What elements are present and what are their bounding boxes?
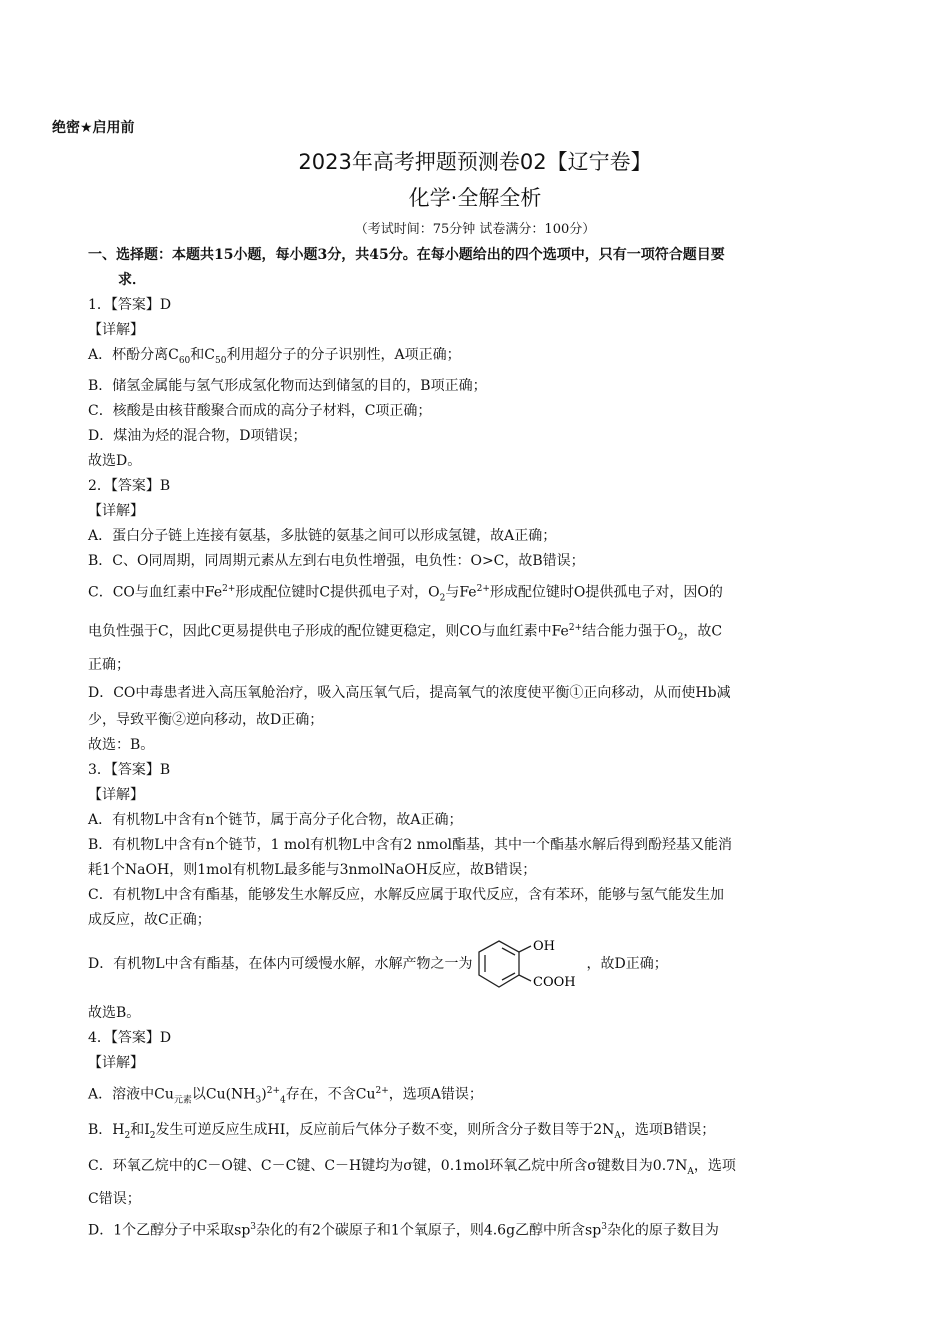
- q3-option-d-text: D．有机物L中含有酯基，在体内可缓慢水解，水解产物之一为: [88, 956, 473, 973]
- q3-option-b-line2: 耗1个NaOH，则1mol有机物L最多能与3nmolNaOH反应，故B错误；: [88, 861, 537, 878]
- q2-option-c-line1: C．CO与血红素中$Fe^{2+}$形成配位键时C提供孤电子对，$O_2$与$Fe^{2+}$形成配位键时O提供孤电子对，因O的: [88, 583, 723, 604]
- q2-answer: 2．【答案】B: [88, 477, 171, 494]
- q4-answer: 4．【答案】D: [88, 1029, 172, 1046]
- q1-option-a: A．杯酚分离$C_{60}$和$C_{50}$利用超分子的分子识别性，A项正确；: [88, 347, 461, 366]
- q2-option-a: A．蛋白分子链上连接有氨基，多肽链的氨基之间可以形成氢键，故A正确；: [88, 527, 557, 544]
- q3-option-a: A．有机物L中含有n个链节，属于高分子化合物，故A正确；: [88, 811, 463, 828]
- exam-title: 2023年高考押题预测卷02【辽宁卷】: [298, 150, 652, 174]
- exam-subtitle: 化学·全解全析: [408, 186, 542, 210]
- q3-option-d: [88, 935, 864, 995]
- q3-option-c-line1: C．有机物L中含有酯基，能够发生水解反应，水解反应属于取代反应，含有苯环，能够与氢气能发生加: [88, 886, 725, 903]
- q1-option-d: D．煤油为烃的混合物，D项错误；: [88, 427, 307, 444]
- q4-option-d: D．1个乙醇分子中采取$sp^3$杂化的有2个碳原子和1个氧原子，则4.6g乙醇中所含$sp^3$杂化的原子数目为: [88, 1221, 719, 1239]
- q3-conclusion: 故选B。: [88, 1004, 141, 1021]
- q1-answer: 1．【答案】D: [88, 297, 172, 313]
- q2-option-c-line3: 正确；: [88, 656, 130, 673]
- q2-option-d-line1: D．CO中毒患者进入高压氧舱治疗，吸入高压氧气后，提高氧气的浓度使平衡①正向移动，从而使Hb减: [88, 684, 731, 701]
- q1-option-b: B．储氢金属能与氢气形成氢化物而达到储氢的目的，B项正确；: [88, 377, 487, 394]
- q1-option-c: C．核酸是由核苷酸聚合而成的高分子材料，C项正确；: [88, 402, 432, 419]
- q1-detail-label: 【详解】: [88, 322, 144, 338]
- q3-option-d-tail: ，故D正确；: [586, 956, 668, 973]
- q1-conclusion: 故选D。: [88, 452, 142, 469]
- q2-option-b: B．C、O同周期，同周期元素从左到右电负性增强，电负性：O>C，故B错误；: [88, 552, 585, 569]
- q3-answer: 3．【答案】B: [88, 761, 171, 778]
- q4-option-c-line1: C．环氧乙烷中的C－O键、C－C键、C－H键均为σ键，0.1mol环氧乙烷中所含σ键数目为$0.7N_A$，选项: [88, 1157, 736, 1177]
- q4-option-b: B．$H_2$和$I_2$发生可逆反应生成HI，反应前后气体分子数不变，则所含分子数目等于$2N_A$，选项B错误；: [88, 1122, 716, 1141]
- q2-conclusion: 故选：B。: [88, 736, 155, 753]
- salicylic-acid-structure: [475, 937, 585, 993]
- hydroxyl-label: OH: [532, 938, 555, 954]
- q4-option-a: A．溶液中$Cu_{元素}$以$Cu(NH_3)^{2+}_4$存在，不含$Cu^{2+}$，选项A错误；: [88, 1085, 483, 1106]
- carboxyl-label: COOH: [532, 974, 576, 990]
- q4-detail-label: 【详解】: [88, 1054, 144, 1071]
- q3-option-b-line1: B．有机物L中含有n个链节，1 mol有机物L中含有2 nmol酯基，其中一个酯基水解后得到酚羟基又能消: [88, 836, 732, 853]
- q2-detail-label: 【详解】: [88, 502, 144, 519]
- q4-option-c-line2: C错误；: [88, 1190, 141, 1207]
- q3-detail-label: 【详解】: [88, 786, 144, 803]
- q3-option-c-line2: 成反应，故C正确；: [88, 911, 211, 928]
- section-heading-line1: 一、选择题：本题共15小题，每小题3分，共45分。在每小题给出的四个选项中，只有一项符合题目要: [88, 247, 725, 263]
- exam-info: （考试时间：75分钟 试卷满分：100分）: [354, 222, 596, 237]
- confidential-label: 绝密★启用前: [52, 120, 135, 136]
- q2-option-d-line2: 少，导致平衡②逆向移动，故D正确；: [88, 711, 324, 728]
- answer-content: [88, 243, 864, 1245]
- section-heading-line2: 求．: [118, 272, 146, 288]
- q2-option-c-line2: 电负性强于C，因此C更易提供电子形成的配位键更稳定，则CO与血红素中$Fe^{2+}$结合能力强于$O_2$，故C: [88, 623, 723, 643]
- section-heading: [88, 243, 864, 293]
